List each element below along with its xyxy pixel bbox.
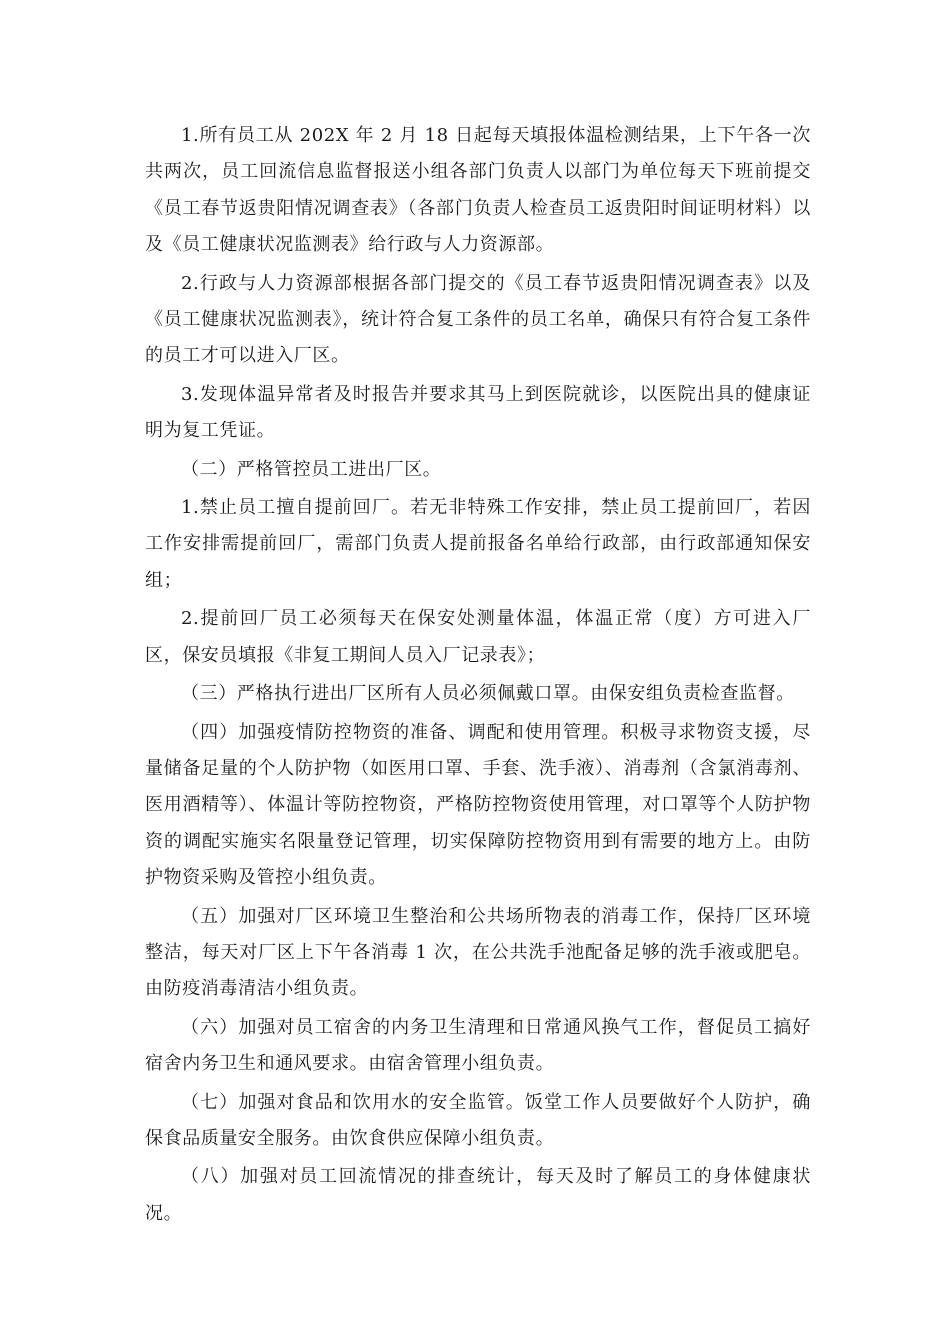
paragraph-5: 2.提前回厂员工必须每天在保安处测量体温，体温正常（度）方可进入厂区，保安员填报《非复工期间人员入厂记录表》；	[145, 608, 811, 666]
paragraph-4: 1.禁止员工擅自提前回厂。若无非特殊工作安排，禁止员工提前回厂，若因工作安排需提前回厂，需部门负责人提前报备名单给行政部，由行政部通知保安组；	[145, 497, 811, 591]
paragraph-1: 1.所有员工从 202X 年 2 月 18 日起每天填报体温检测结果，上下午各一次共两次，员工回流信息监督报送小组各部门负责人以部门为单位每天下班前提交《员工春节返贵阳情况调查表》（各部门负责人检查员工返贵阳时间证明材料）以及《员工健康状况监测表》给行政与人力资源部。	[145, 125, 811, 256]
section-3: （三）严格执行进出厂区所有人员必须佩戴口罩。由保安组负责检查监督。	[181, 683, 795, 705]
section-5: （五）加强对厂区环境卫生整治和公共场所物表的消毒工作，保持厂区环境整洁，每天对厂区上下午各消毒 1 次，在公共洗手池配备足够的洗手液或肥皂。由防疫消毒清洁小组负责。	[145, 905, 811, 1000]
section-heading-2: （二）严格管控员工进出厂区。	[181, 458, 442, 480]
section-8: （八）加强对员工回流情况的排查统计，每天及时了解员工的身体健康状况。	[145, 1166, 811, 1224]
document-body	[145, 118, 811, 1234]
section-7: （七）加强对食品和饮用水的安全监管。饭堂工作人员要做好个人防护，确保食品质量安全服务。由饮食供应保障小组负责。	[145, 1091, 811, 1149]
paragraph-2: 2.行政与人力资源部根据各部门提交的《员工春节返贵阳情况调查表》以及《员工健康状况监测表》，统计符合复工条件的员工名单，确保只有符合复工条件的员工才可以进入厂区。	[145, 272, 811, 367]
section-6: （六）加强对员工宿舍的内务卫生清理和日常通风换气工作，督促员工搞好宿舍内务卫生和通风要求。由宿舍管理小组负责。	[145, 1016, 811, 1075]
paragraph-3: 3.发现体温异常者及时报告并要求其马上到医院就诊，以医院出具的健康证明为复工凭证。	[145, 383, 811, 442]
section-4: （四）加强疫情防控物资的准备、调配和使用管理。积极寻求物资支援，尽量储备足量的个人防护物（如医用口罩、手套、洗手液）、消毒剂（含氯消毒剂、医用酒精等）、体温计等防控物资，严格防控物资使用管理，对口罩等个人防护物资的调配实施实名限量登记管理，切实保障防控物资用到有需要的地方上。由防护物资采购及管控小组负责。	[145, 721, 811, 889]
